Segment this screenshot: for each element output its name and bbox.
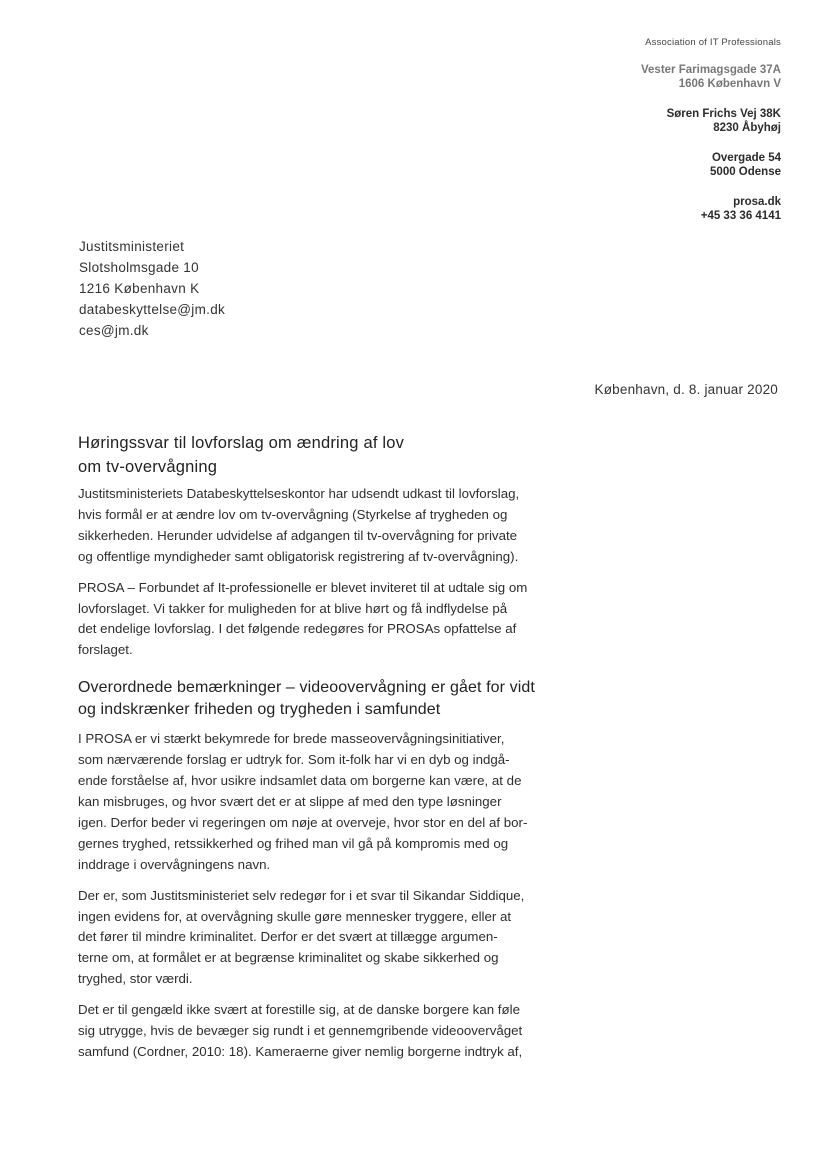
address-street: Vester Farimagsgade 37A [641, 64, 781, 76]
text-line: I PROSA er vi stærkt bekymrede for brede masseovervågningsinitiativer, [78, 731, 505, 747]
intro-paragraph [78, 484, 598, 568]
text-line: PROSA – Forbundet af It-professionelle er blevet inviteret til at udtale sig om [78, 579, 528, 595]
text-line: Justitsministeriets Databeskyttelseskontor har udsendt udkast til lovforslag, [78, 486, 520, 501]
text-line: hvis formål er at ændre lov om tv-overvågning (Styrkelse af trygheden og [78, 506, 508, 522]
text-line: forslaget. [78, 642, 133, 658]
address-city: 1606 København V [678, 78, 781, 90]
text-line: ende forståelse af, hvor usikre indsamlet data om borgerne kan være, at de [78, 773, 522, 789]
heading-line: Overordnede bemærkninger – videoovervågning er gået for vidt [78, 679, 535, 697]
website-link[interactable]: prosa.dk [733, 196, 781, 208]
letter-date: København, d. 8. januar 2020 [594, 382, 778, 397]
recipient-name: Justitsministeriet [79, 239, 185, 254]
text-line: lovforslaget. Vi takker for muligheden for at blive hørt og få indflydelse på [78, 600, 508, 616]
org-name: Association of IT Professionals [645, 37, 781, 48]
text-line: sig utrygge, hvis de bevæger sig rundt i et gennemgribende videoovervåget [78, 1023, 523, 1039]
text-line: tryghed, stor værdi. [78, 971, 193, 987]
letter-body [78, 431, 598, 1073]
phone-number: +45 33 36 4141 [700, 210, 781, 222]
recipient-email[interactable]: ces@jm.dk [79, 323, 149, 338]
body-paragraph [78, 729, 598, 875]
text-line: sikkerheden. Herunder udvidelse af adgangen til tv-overvågning for private [78, 527, 518, 543]
body-paragraph [78, 886, 598, 991]
address-street: Overgade 54 [711, 152, 781, 164]
sender-contact [521, 195, 781, 223]
text-line: kan misbruges, og hvor svært det er at slippe af med den type løsninger [78, 793, 502, 809]
text-line: Der er, som Justitsministeriet selv redegør for i et svar til Sikandar Siddique, [78, 887, 525, 903]
body-paragraph [78, 1000, 598, 1063]
text-line: gernes tryghed, retssikkerhed og frihed man vil gå på kompromis med og [78, 835, 509, 851]
address-city: 8230 Åbyhøj [713, 122, 781, 134]
title-line: Høringssvar til lovforslag om ændring af lov [78, 434, 405, 452]
sender-block [521, 37, 781, 239]
heading-line: og indskrænker friheden og trygheden i samfundet [78, 701, 441, 719]
text-line: terne om, at formålet er at begrænse kriminalitet og skabe sikkerhed og [78, 950, 499, 966]
intro-paragraph [78, 578, 598, 662]
recipient-city: 1216 København K [79, 281, 200, 296]
sender-address-odense [521, 151, 781, 179]
address-city: 5000 Odense [710, 166, 781, 178]
text-line: det endelige lovforslag. I det følgende redegøres for PROSAs opfattelse af [78, 621, 517, 637]
document-title [78, 431, 598, 479]
sender-address-aabyhoj [521, 107, 781, 135]
title-line: om tv-overvågning [78, 458, 218, 476]
text-line: det fører til mindre kriminalitet. Derfor er det svært at tillægge argumen- [78, 929, 498, 945]
recipient-street: Slotsholmsgade 10 [79, 260, 199, 275]
text-line: igen. Derfor beder vi regeringen om nøje at overveje, hvor stor en del af bor- [78, 814, 528, 830]
text-line: inddrage i overvågningens navn. [78, 856, 271, 872]
section-heading [78, 677, 598, 721]
sender-address-copenhagen [521, 63, 781, 91]
text-line: samfund (Cordner, 2010: 18). Kameraerne giver nemlig borgerne indtryk af, [78, 1043, 523, 1059]
address-street: Søren Frichs Vej 38K [666, 108, 781, 120]
text-line: og offentlige myndigheder samt obligatorisk registrering af tv-overvågning). [78, 548, 519, 564]
recipient-email[interactable]: databeskyttelse@jm.dk [79, 302, 226, 317]
recipient-block [79, 236, 225, 341]
text-line: ingen evidens for, at overvågning skulle gøre mennesker tryggere, eller at [78, 908, 512, 924]
text-line: som nærværende forslag er udtryk for. Som it-folk har vi en dyb og indgå- [78, 752, 510, 768]
text-line: Det er til gengæld ikke svært at forestille sig, at de danske borgere kan føle [78, 1002, 520, 1018]
